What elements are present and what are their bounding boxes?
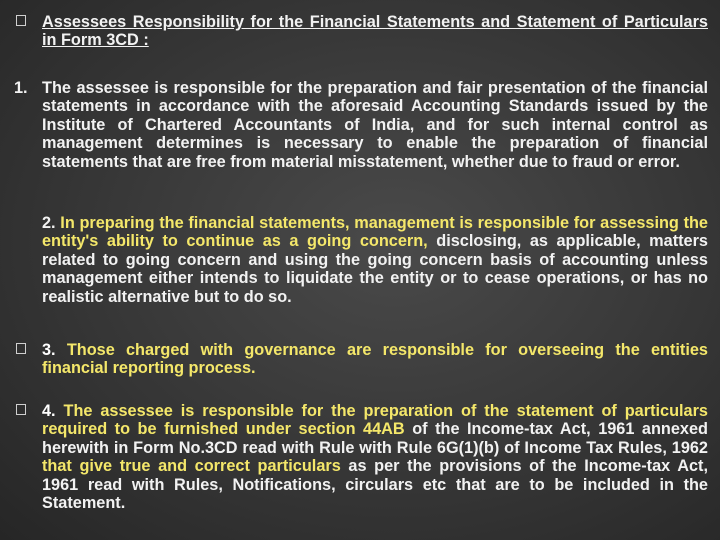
heading-text: Assessees Responsibility for the Financial Statements and Statement of Particulars in Form 3CD : bbox=[42, 13, 708, 50]
point-4-text-c: as per the provisions of the Income-tax Act, 1961 read with Rules, Notifications, circulars etc that are to be included in the Statement. bbox=[42, 457, 708, 513]
point-2-number: 2. bbox=[42, 214, 56, 232]
point-3-text: Those charged with governance are responsible for overseeing the entities financial reporting process. bbox=[42, 341, 708, 378]
point-2-text: disclosing, as applicable, matters related to going concern and using the going concern basis of accounting unless management either intends to liquidate the entity or to cease operations, or has no realistic alternative but to do so. bbox=[42, 232, 708, 306]
checkbox-bullet-icon bbox=[14, 15, 28, 29]
point-2 bbox=[42, 214, 708, 306]
checkbox-bullet-icon bbox=[14, 404, 28, 418]
point-1-text: The assessee is responsible for the preparation and fair presentation of the financial statements in accordance with the aforesaid Accounting Standards issued by the Institute of Chartered Accountants of India, and for such internal control as management determines is necessary to enable the preparation of financial statements that are free from material misstatement, whether due to fraud or error. bbox=[42, 79, 708, 171]
point-1 bbox=[42, 79, 708, 171]
point-4-text-b: of the Income-tax Act, 1961 annexed herewith in Form No.3CD read with Rule with Rule 6G(1)(b) of Income Tax Rules, 1962 bbox=[42, 420, 708, 457]
point-3-number: 3. bbox=[42, 341, 56, 359]
point-4-highlight-text: that give true and correct particulars bbox=[42, 457, 341, 476]
point-3 bbox=[42, 341, 708, 378]
checkbox-bullet-icon bbox=[14, 343, 28, 357]
heading bbox=[42, 13, 708, 50]
point-2-highlight-text: In preparing the financial statements, management is responsible for assessing the entity's ability to continue as a going concern, bbox=[42, 214, 708, 251]
point-1-number: 1. bbox=[14, 79, 28, 97]
point-4 bbox=[42, 402, 708, 512]
point-4-text-a: The assessee is responsible for the preparation of the statement of particulars required to be furnished under section 44AB bbox=[42, 402, 708, 439]
point-4-number: 4. bbox=[42, 402, 56, 420]
